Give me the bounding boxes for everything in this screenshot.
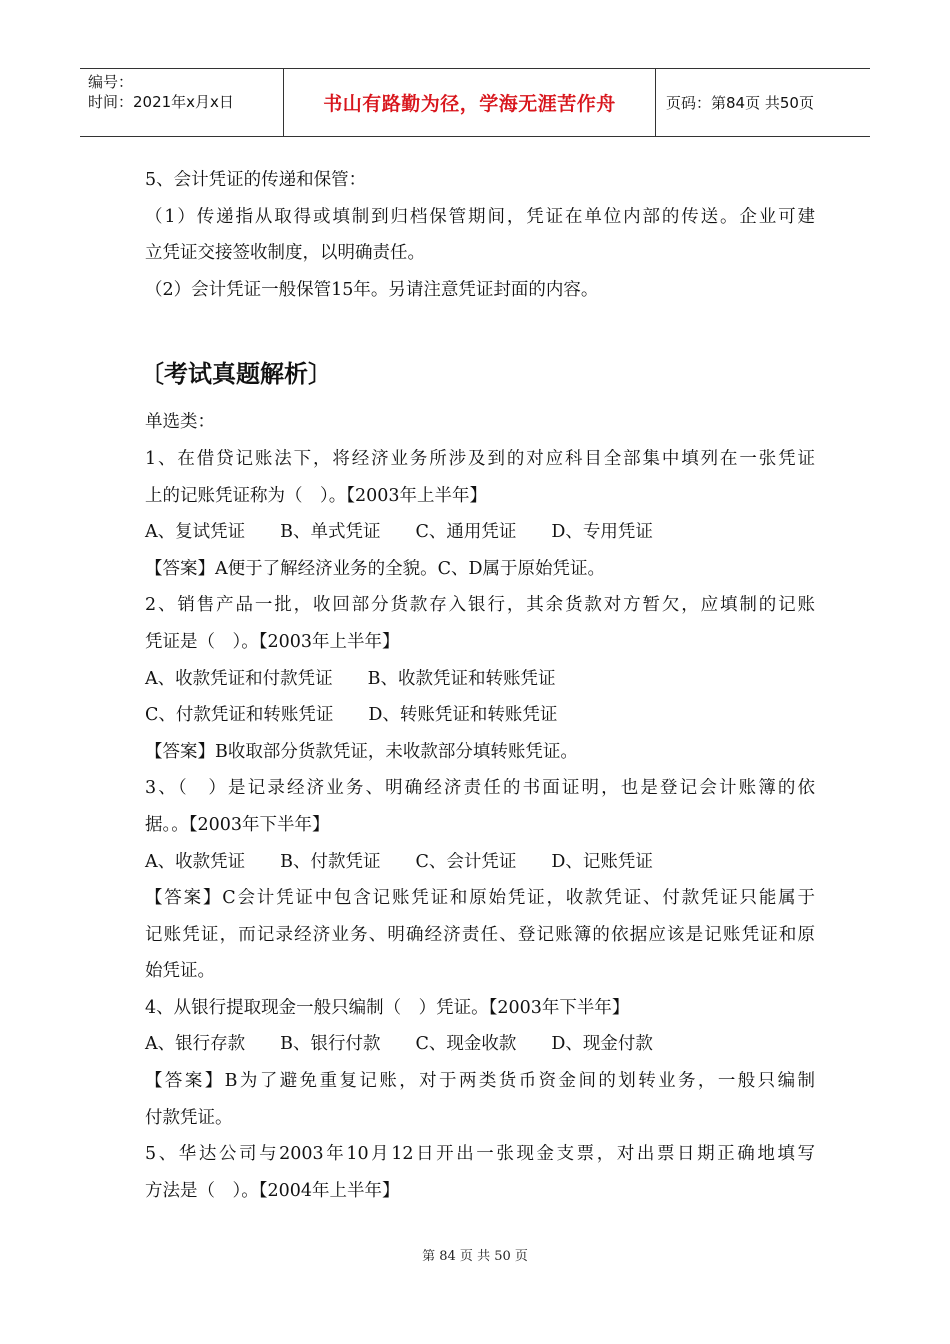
question-line: 1、在借贷记账法下，将经济业务所涉及到的对应科目全部集中填列在一张凭证 <box>145 448 815 469</box>
answer-line: 记账凭证，而记录经济业务、明确经济责任、登记账簿的依据应该是记账凭证和原 <box>145 924 815 945</box>
page-footer: 第 84 页 共 50 页 <box>422 1249 528 1264</box>
question-line: 3、（ ）是记录经济业务、明确经济责任的书面证明，也是登记会计账簿的依 <box>145 778 815 799</box>
header-motto: 书山有路勤为径，学海无涯苦作舟 <box>283 69 656 136</box>
number-label: 编号： <box>88 73 134 91</box>
answer-line: 【答案】C会计凭证中包含记账凭证和原始凭证，收款凭证、付款凭证只能属于 <box>145 888 815 909</box>
question-line: 据。。【2003年下半年】 <box>145 814 330 835</box>
options-line: A、复试凭证 B、单式凭证 C、通用凭证 D、专用凭证 <box>145 522 653 543</box>
text-line: 5、会计凭证的传递和保管： <box>145 170 367 190</box>
text-line: （2）会计凭证一般保管15年。另请注意凭证封面的内容。 <box>145 279 599 300</box>
answer-line: 【答案】A便于了解经济业务的全貌。C、D属于原始凭证。 <box>145 558 606 579</box>
answer-line: 【答案】B收取部分货款凭证，未收款部分填转账凭证。 <box>145 741 578 762</box>
question-line: 4、从银行提取现金一般只编制（ ）凭证。【2003年下半年】 <box>145 997 630 1018</box>
text-line: 立凭证交接签收制度，以明确责任。 <box>145 243 425 264</box>
time-label: 时间：2021年x月x日 <box>88 93 234 111</box>
answer-line: 付款凭证。 <box>145 1107 233 1128</box>
question-line: 5、华达公司与2003年10月12日开出一张现金支票，对出票日期正确地填写 <box>145 1144 815 1165</box>
page-header <box>80 68 870 137</box>
options-line: A、银行存款 B、银行付款 C、现金收款 D、现金付款 <box>145 1034 653 1055</box>
options-line: A、收款凭证 B、付款凭证 C、会计凭证 D、记账凭证 <box>145 851 653 872</box>
header-page-info: 页码：第84页 共50页 <box>666 94 814 112</box>
header-meta <box>80 69 283 136</box>
answer-line: 始凭证。 <box>145 961 215 982</box>
question-line: 2、销售产品一批，收回部分货款存入银行，其余货款对方暂欠，应填制的记账 <box>145 595 815 616</box>
question-line: 上的记账凭证称为（ ）。【2003年上半年】 <box>145 485 488 506</box>
text-line: （1）传递指从取得或填制到归档保管期间，凭证在单位内部的传送。企业可建 <box>145 206 815 227</box>
question-line: 方法是（ ）。【2004年上半年】 <box>145 1180 400 1201</box>
answer-line: 【答案】B为了避免重复记账，对于两类货币资金间的划转业务，一般只编制 <box>145 1071 815 1092</box>
options-line: C、付款凭证和转账凭证 D、转账凭证和转账凭证 <box>145 705 558 726</box>
text-line: 单选类： <box>145 412 215 433</box>
section-title: 〔考试真题解析〕 <box>140 359 332 389</box>
document-body <box>140 162 815 1209</box>
options-line: A、收款凭证和付款凭证 B、收款凭证和转账凭证 <box>145 668 556 689</box>
question-line: 凭证是（ ）。【2003年上半年】 <box>145 631 400 652</box>
